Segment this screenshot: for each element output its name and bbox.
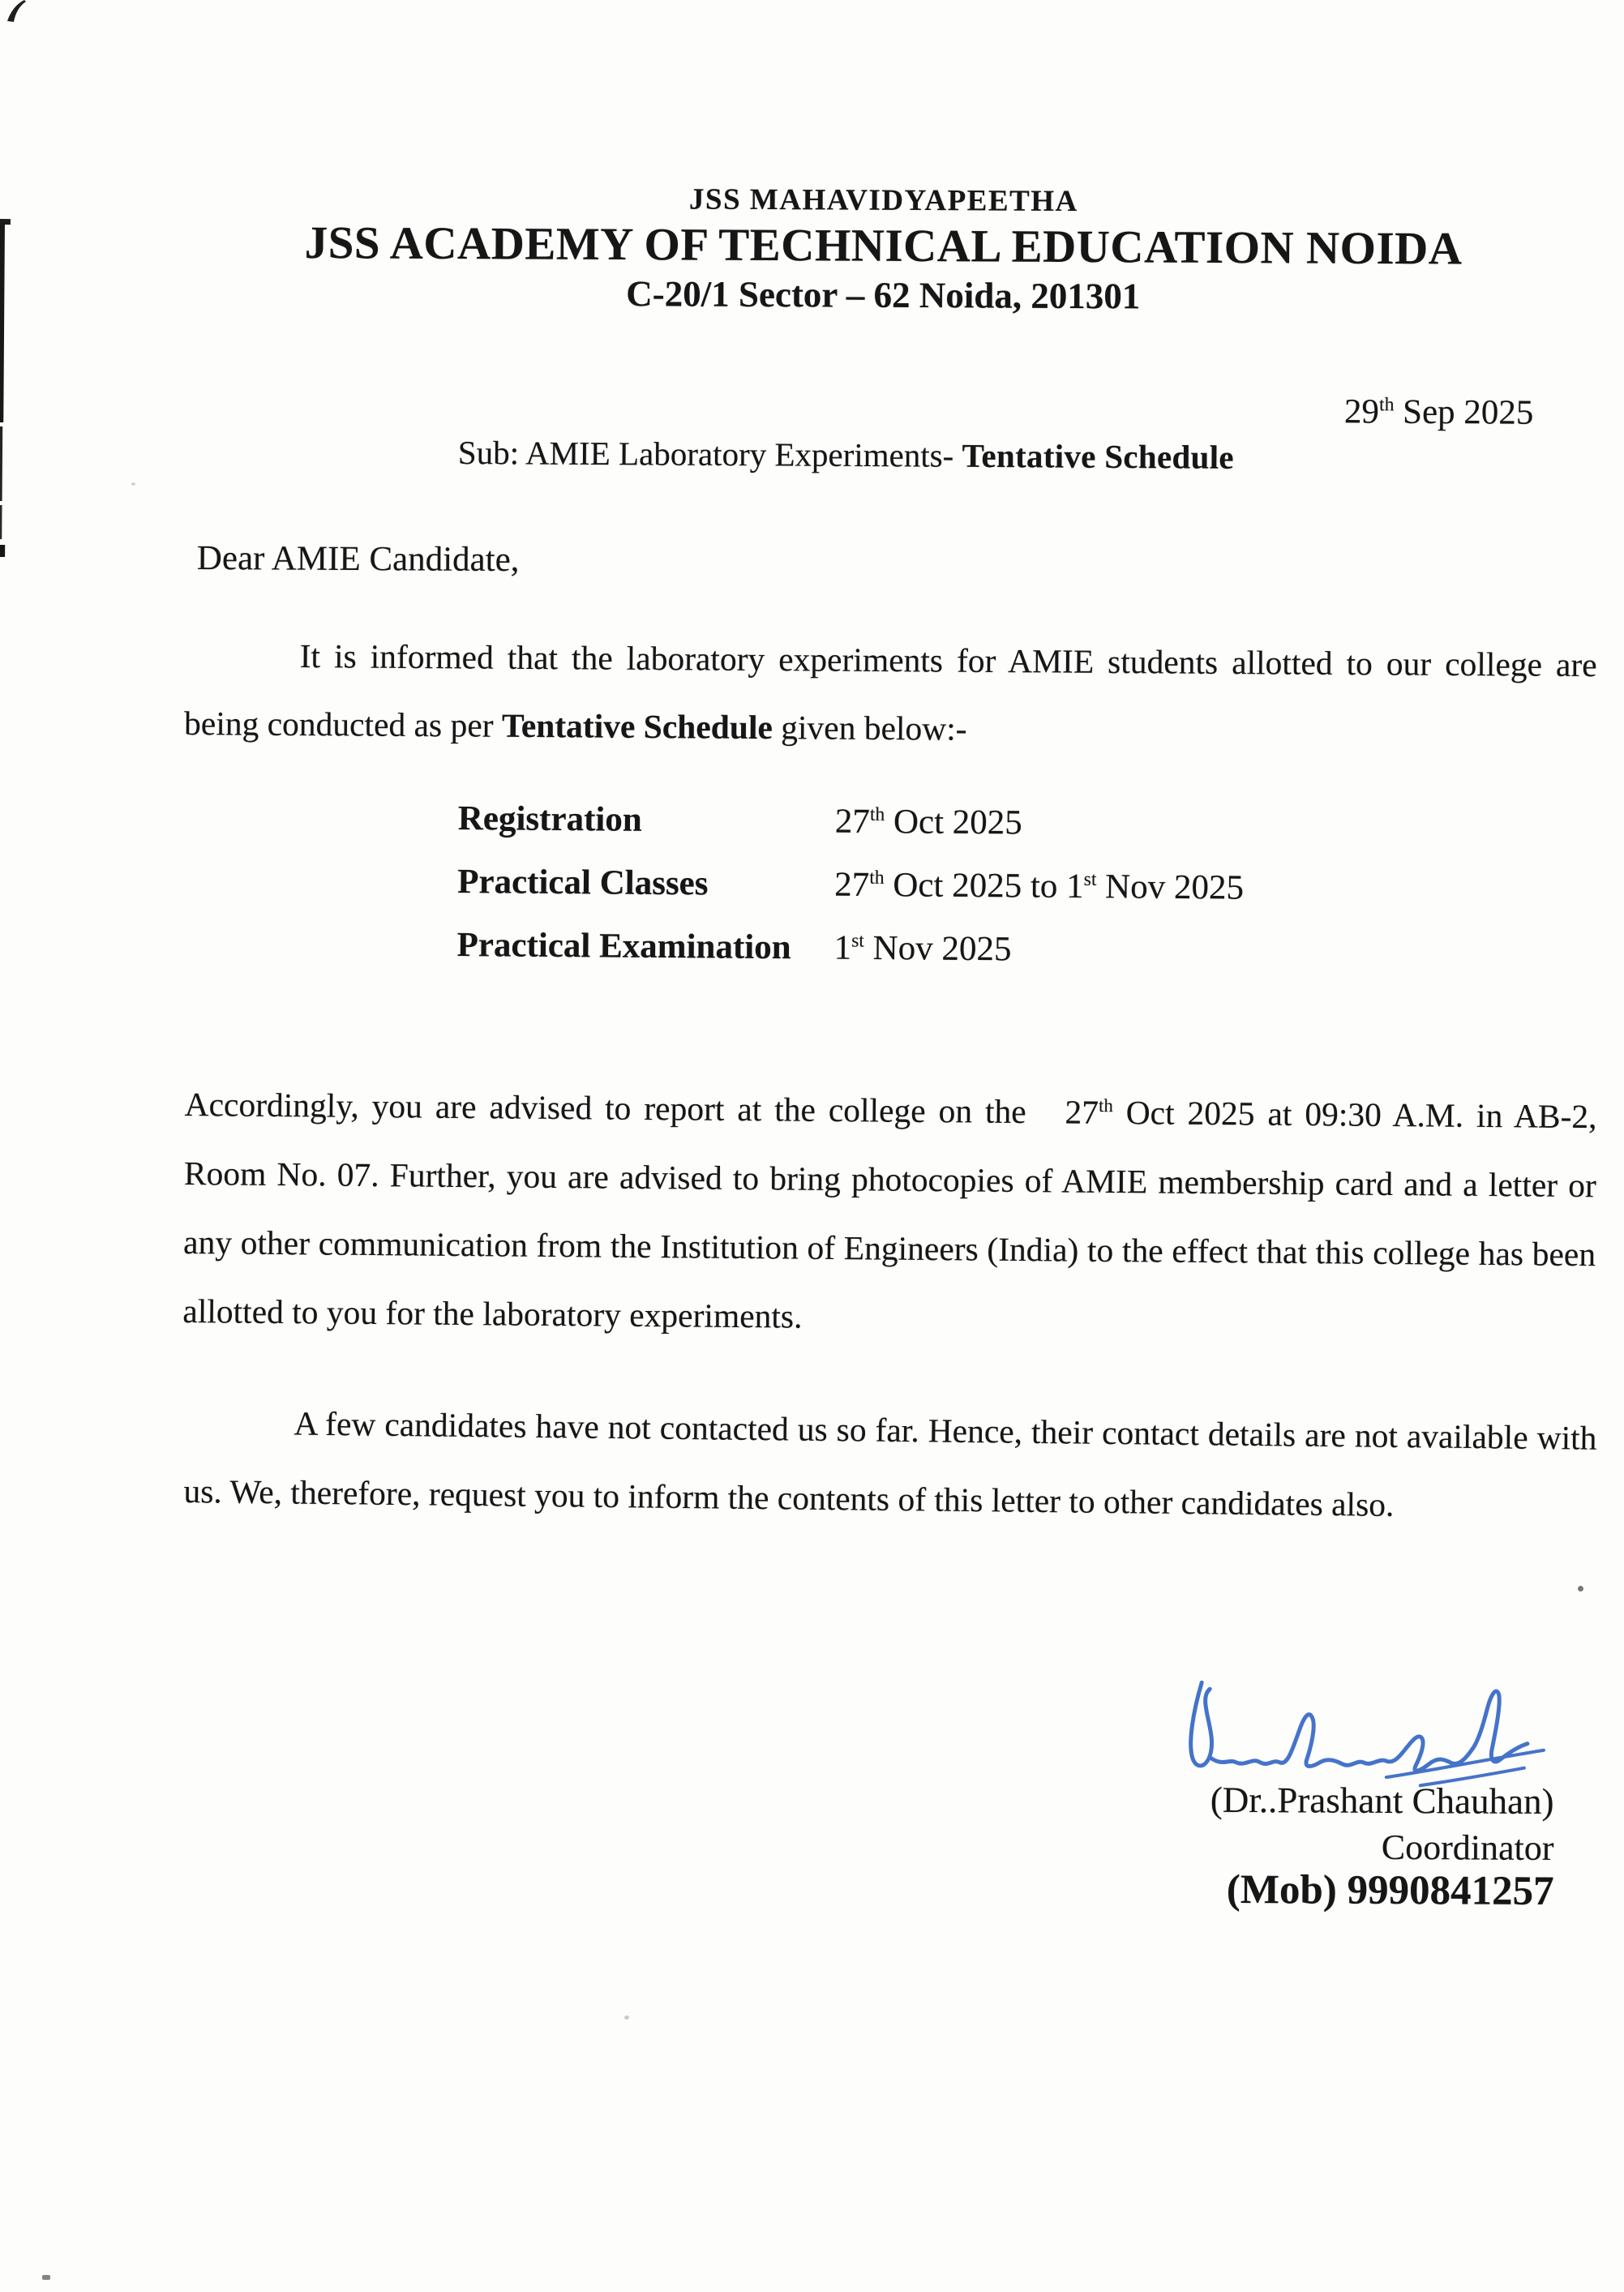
salutation: Dear AMIE Candidate,	[196, 539, 520, 580]
org-parent-name: JSS MAHAVIDYAPEETHA	[688, 182, 1078, 219]
body-paragraph: Accordingly, you are advised to report at the college on the 27th Oct 2025 at 09:30 A.M. in AB-2, Room No. 07. Further, you are advised to bring photocopies of AMIE membership card and a letter or any other communication from the Institution of Engineers (India) to the effect that this college has been allotted to you for the laboratory experiments.	[182, 1085, 1597, 1335]
signatory-name: (Dr..Prashant Chauhan)	[1211, 1779, 1554, 1822]
scan-speck	[131, 482, 135, 486]
closing-paragraph: A few candidates have not contacted us so far. Hence, their contact details are not available with us. We, therefore, request you to inform the contents of this letter to other candidates also.	[183, 1404, 1597, 1523]
letterhead	[145, 178, 1622, 321]
schedule-table	[456, 801, 1245, 997]
org-address: C-20/1 Sector – 62 Noida, 201301	[626, 273, 1141, 317]
schedule-row-value: 27th Oct 2025	[834, 802, 1022, 842]
scan-edge-artifact	[0, 219, 11, 563]
scan-speck	[624, 2016, 629, 2020]
subject-line: Sub: AMIE Laboratory Experiments- Tentative Schedule	[457, 434, 1235, 476]
scan-speck	[42, 2275, 50, 2280]
intro-paragraph: It is informed that the laboratory experiments for AMIE students allotted to our college are being conducted as per Tentative Schedule given below:-	[183, 636, 1597, 748]
schedule-row-value: 1st Nov 2025	[833, 928, 1012, 969]
schedule-row-label: Practical Classes	[457, 862, 709, 903]
schedule-row	[456, 925, 1243, 970]
schedule-row-value: 27th Oct 2025 to 1st Nov 2025	[834, 865, 1245, 907]
letter-date: 29th Sep 2025	[1343, 392, 1534, 432]
schedule-row	[457, 864, 1244, 906]
schedule-row-label: Practical Examination	[456, 925, 791, 967]
signatory-mobile: (Mob) 9990841257	[1226, 1866, 1554, 1914]
org-name: JSS ACADEMY OF TECHNICAL EDUCATION NOIDA	[304, 217, 1463, 275]
scan-speck	[1578, 1586, 1583, 1592]
signatory-title: Coordinator	[1382, 1827, 1554, 1868]
schedule-row	[458, 801, 1245, 843]
pen-mark-artifact	[3, 0, 29, 23]
schedule-row-label: Registration	[457, 799, 642, 839]
